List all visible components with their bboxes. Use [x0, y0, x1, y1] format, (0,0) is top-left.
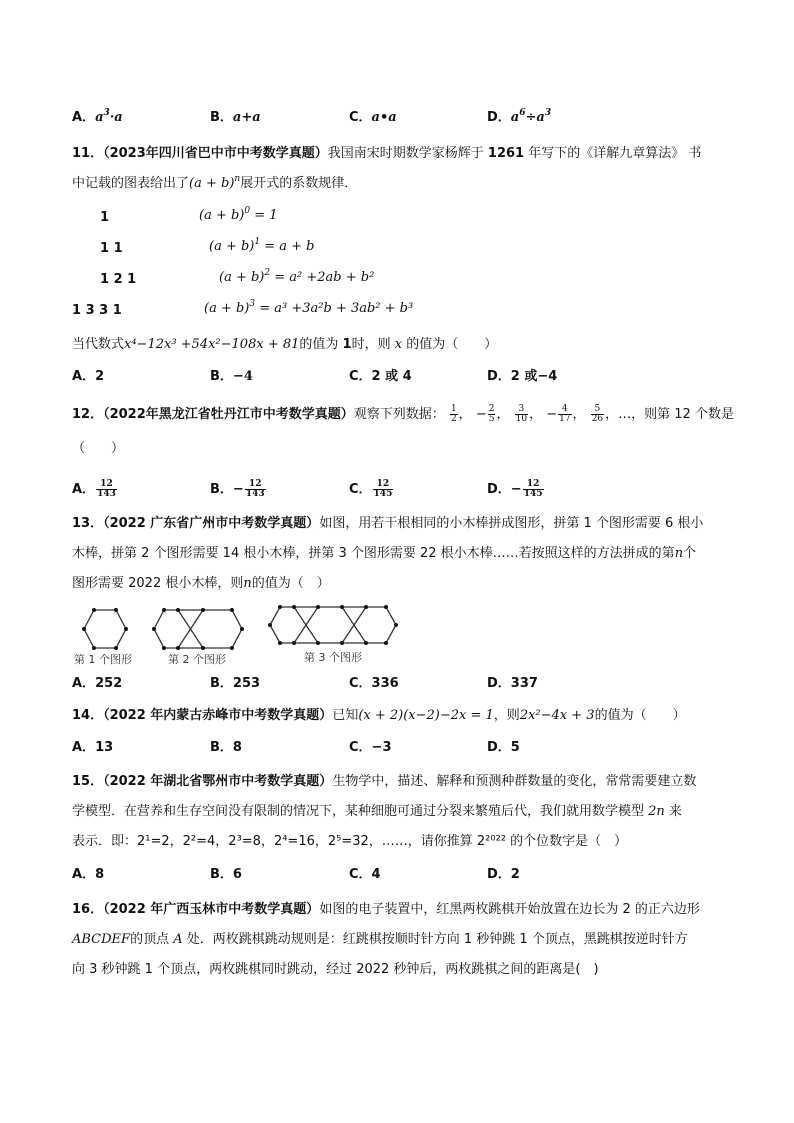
q15-option-a: A．8	[72, 867, 105, 882]
q10-option-c: C．a•a	[349, 110, 397, 125]
seq-term-2: − $\frac{2}{5}$	[475, 404, 495, 424]
q12-option-b: B．− $\frac{12}{143}$	[210, 479, 265, 499]
q14-stem: 14．（2022 年内蒙古赤峰市中考数学真题）已知(x + 2)(x−2)−2x = 1，则2x²−4x + 3的值为（ ）	[72, 708, 686, 723]
q11-option-a: A．2	[72, 369, 105, 384]
q11-option-b: B．−4	[210, 369, 253, 384]
expansion-1: $(a + b)^1 = a + b$	[209, 236, 315, 254]
q13-option-a: A．252	[72, 676, 123, 691]
expansion-2: $(a + b)^2 = a^2 +2ab + b^2$	[219, 267, 375, 285]
q12-stem-line1: 12．（2022年黑龙江省牡丹江市中考数学真题）观察下列数据： $\frac{1}{2}$ ， − $\frac{2}{5}$ ， $\frac{3}{10}$ ， − $\frac{4}{17}$ ， $\frac{5}{26}$ ，…，则第 12 个数是	[72, 404, 734, 424]
seq-term-3: $\frac{3}{10}$	[515, 404, 528, 424]
q16-stem-line3: 向 3 秒钟跳 1 个顶点，两枚跳棋同时跳动，经过 2022 秒钟后，两枚跳棋之间的距离是( )	[72, 962, 599, 977]
q12-option-a: A． $\frac{12}{143}$	[72, 479, 116, 499]
q14-option-b: B．8	[210, 740, 242, 755]
q11-stem-line2: 中记载的图表给出了$(a + b)^n$展开式的系数规律．	[72, 173, 358, 191]
q14-option-d: D．5	[487, 740, 520, 755]
q15-stem-line3: 表示．即：2¹=2，2²=4，2³=8，2⁴=16，2⁵=32，……，请你推算 2²⁰²² 的个位数字是（ ）	[72, 834, 628, 849]
q12-stem-line2: （ ）	[72, 441, 125, 456]
q13-option-b: B．253	[210, 676, 261, 691]
q12-option-c: C． $\frac{12}{145}$	[349, 479, 393, 499]
yang-hui-row-2: 1 2 1	[100, 272, 137, 287]
expansion-3: $(a + b)^3 = a^3 +3a^2b + 3ab^2 + b^3$	[204, 298, 414, 316]
yang-hui-row-3: 1 3 3 1	[72, 303, 122, 318]
figure-2	[154, 610, 242, 648]
seq-term-1: $\frac{1}{2}$	[450, 404, 457, 424]
caption-figure-2: 第 2 个图形	[168, 653, 226, 666]
caption-figure-1: 第 1 个图形	[74, 653, 132, 666]
q13-stem-line3: 图形需要 2022 根小木棒，则n的值为（ ）	[72, 576, 330, 591]
caption-figure-3: 第 3 个图形	[304, 651, 362, 664]
q13-option-d: D．337	[487, 676, 538, 691]
q11-option-c: C．2 或 4	[349, 369, 412, 384]
q10-option-d: D．$a^6\div a^3$	[487, 107, 552, 125]
yang-hui-row-1: 1 1	[100, 241, 123, 256]
q15-stem-line2: 学模型．在营养和生存空间没有限制的情况下，某种细胞可通过分裂来繁殖后代，我们就用数学模型 2n 来	[72, 804, 682, 819]
q16-stem-line2: ABCDEF的顶点 A 处．两枚跳棋跳动规则是：红跳棋按顺时针方向 1 秒钟跳 1 个顶点，黑跳棋按逆时针方	[72, 932, 688, 947]
seq-term-5: $\frac{5}{26}$	[591, 404, 604, 424]
figure-1-hexagon	[84, 610, 126, 648]
q13-stem-line1: 13．（2022 广东省广州市中考数学真题）如图，用若干根相同的小木棒拼成图形，拼第 1 个图形需要 6 根小	[72, 516, 704, 531]
q16-stem-line1: 16．（2022 年广西玉林市中考数学真题）如图的电子装置中，红黑两枚跳棋开始放置在边长为 2 的正六边形	[72, 902, 700, 917]
expansion-0: $(a + b)^0 = 1$	[199, 205, 278, 223]
q13-option-c: C．336	[349, 676, 399, 691]
q15-option-b: B．6	[210, 867, 242, 882]
q15-option-d: D．2	[487, 867, 520, 882]
q11-option-d: D．2 或−4	[487, 369, 558, 384]
q11-question: 当代数式x⁴−12x³ +54x²−108x + 81的值为 1时，则 x 的值为（ ）	[72, 337, 498, 352]
q11-stem-line1: 11．（2023年四川省巴中市中考数学真题）我国南宋时期数学家杨辉于 1261 年写下的《详解九章算法》 书	[72, 146, 702, 161]
q15-stem-line1: 15．（2022 年湖北省鄂州市中考数学真题）生物学中，描述、解释和预测种群数量的变化，常常需要建立数	[72, 774, 697, 789]
q12-option-d: D．− $\frac{12}{145}$	[487, 479, 543, 499]
seq-term-4: − $\frac{4}{17}$	[546, 404, 571, 424]
q10-option-a: A．$a^3\cdot a$	[72, 107, 123, 125]
q15-option-c: C．4	[349, 867, 381, 882]
q13-stem-line2: 木棒，拼第 2 个图形需要 14 根小木棒，拼第 3 个图形需要 22 根小木棒……若按照这样的方法拼成的第n个	[72, 546, 697, 561]
q14-option-a: A．13	[72, 740, 114, 755]
yang-hui-row-0: 1	[100, 210, 110, 225]
figure-3	[270, 607, 396, 643]
q10-option-b: B．a+a	[210, 110, 261, 125]
q14-option-c: C．−3	[349, 740, 392, 755]
